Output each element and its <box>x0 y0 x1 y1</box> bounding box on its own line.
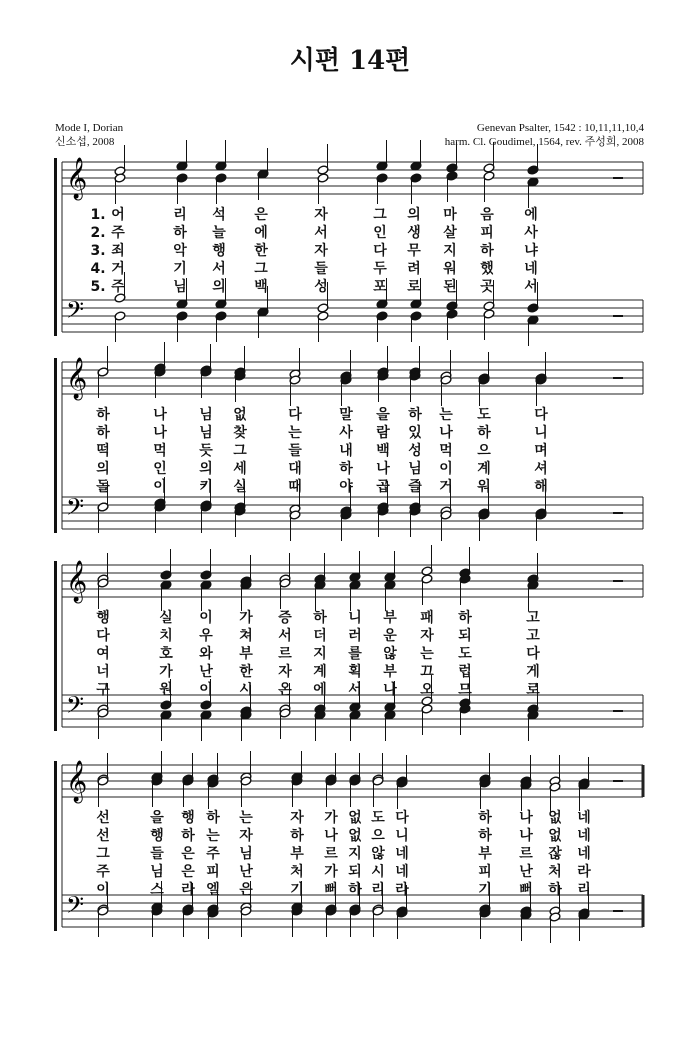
lyric-syllable: 곳 <box>480 279 494 295</box>
lyric-syllable: 성 <box>314 279 328 295</box>
verse-line <box>96 609 540 626</box>
lyric-syllable: 주 <box>96 864 110 880</box>
lyric-syllable: 선 <box>96 810 110 826</box>
lyric-syllable: 행 <box>96 610 110 626</box>
music-system <box>54 751 643 943</box>
lyric-syllable: 는 <box>439 407 453 423</box>
lyric-syllable: 지 <box>313 646 327 662</box>
verse-number: 1. <box>90 207 106 223</box>
verse-line <box>96 827 591 844</box>
lyric-syllable: 주 <box>206 846 220 862</box>
lyric-syllable: 하 <box>339 461 353 477</box>
lyric-syllable: 나 <box>324 828 338 844</box>
lyric-syllable: 거 <box>111 261 125 277</box>
lyric-syllable: 워 <box>477 479 491 495</box>
lyric-syllable: 으 <box>477 443 491 459</box>
lyric-syllable: 생 <box>407 225 421 241</box>
lyric-syllable: 그 <box>233 443 247 459</box>
lyric-syllable: 며 <box>534 443 548 459</box>
lyric-syllable: 난 <box>199 664 213 680</box>
lyric-syllable: 야 <box>339 479 353 495</box>
lyric-syllable: 고 <box>526 610 540 626</box>
lyric-syllable: 나 <box>439 425 453 441</box>
system-bracket <box>54 561 57 731</box>
treble-clef-icon: 𝄞 <box>66 358 88 399</box>
bass-clef-icon: 𝄢 <box>66 296 85 329</box>
lyric-syllable: 때 <box>288 479 302 495</box>
lyric-syllable: 도 <box>371 810 385 826</box>
lyric-syllable: 실 <box>159 610 173 626</box>
treble-clef-icon: 𝄞 <box>66 158 88 199</box>
lyric-syllable: 기 <box>290 882 304 898</box>
lyric-syllable: 리 <box>173 207 187 223</box>
hymn-title: 시편 14편 <box>289 46 411 76</box>
lyric-syllable: 세 <box>233 461 247 477</box>
lyric-syllable: 하 <box>290 828 304 844</box>
lyric-syllable: 하 <box>478 810 492 826</box>
lyric-syllable: 죄 <box>111 243 125 259</box>
lyric-syllable: 의 <box>407 207 421 223</box>
lyric-syllable: 우 <box>199 628 213 644</box>
lyric-syllable: 이 <box>199 682 213 698</box>
lyric-syllable: 도 <box>477 407 491 423</box>
lyric-syllable: 실 <box>233 479 247 495</box>
verse-line <box>90 206 537 223</box>
treble-staff <box>62 342 643 406</box>
music-system <box>54 545 643 741</box>
lyric-syllable: 르 <box>278 646 292 662</box>
lyric-syllable: 석 <box>212 207 226 223</box>
lyric-syllable: 그 <box>96 846 110 862</box>
lyric-syllable: 처 <box>548 864 562 880</box>
lyric-syllable: 님 <box>199 407 213 423</box>
lyric-syllable: 운 <box>383 628 397 644</box>
lyric-syllable: 키 <box>199 479 213 495</box>
verse-line <box>95 424 548 441</box>
lyric-syllable: 므 <box>458 682 472 698</box>
lyric-syllable: 니 <box>534 425 548 441</box>
verse-line <box>96 863 591 880</box>
lyric-syllable: 성 <box>408 443 422 459</box>
lyric-syllable: 즐 <box>408 479 422 495</box>
lyric-syllable: 을 <box>150 810 164 826</box>
lyric-syllable: 라 <box>577 864 591 880</box>
verse-line <box>90 224 538 241</box>
lyric-syllable: 되 <box>348 864 362 880</box>
lyric-syllable: 돌 <box>96 479 110 495</box>
verse-line <box>96 478 548 495</box>
lyric-syllable: 피 <box>206 864 220 880</box>
verse-line <box>96 845 591 862</box>
lyric-syllable: 나 <box>519 810 533 826</box>
lyric-syllable: 행 <box>212 243 226 259</box>
bass-staff <box>62 272 643 346</box>
lyric-syllable: 럽 <box>458 664 472 680</box>
lyric-syllable: 하 <box>206 810 220 826</box>
lyric-syllable: 어 <box>111 207 125 223</box>
lyric-syllable: 피 <box>478 864 492 880</box>
lyric-syllable: 지 <box>348 846 362 862</box>
verse-number: 5. <box>90 279 106 295</box>
verse-line <box>96 663 540 680</box>
lyric-syllable: 가 <box>324 864 338 880</box>
lyric-syllable: 서 <box>348 682 362 698</box>
lyric-syllable: 계 <box>477 461 491 477</box>
lyric-syllable: 한 <box>239 664 253 680</box>
lyric-syllable: 다 <box>526 646 540 662</box>
lyric-syllable: 리 <box>577 882 591 898</box>
lyric-syllable: 호 <box>159 646 173 662</box>
verse-line <box>90 278 537 295</box>
lyric-syllable: 이 <box>153 479 167 495</box>
lyric-syllable: 난 <box>519 864 533 880</box>
verse-line <box>90 242 538 259</box>
half-rest-icon <box>613 910 623 912</box>
lyric-syllable: 했 <box>480 261 494 277</box>
bass-clef-icon: 𝄢 <box>66 691 85 724</box>
lyric-syllable: 들 <box>288 443 302 459</box>
lyric-syllable: 로 <box>407 279 421 295</box>
lyric-syllable: 님 <box>199 425 213 441</box>
lyric-syllable: 치 <box>159 628 173 644</box>
system-bracket <box>54 358 57 533</box>
lyric-syllable: 나 <box>153 407 167 423</box>
lyric-syllable: 들 <box>150 846 164 862</box>
lyric-syllable: 다 <box>373 243 387 259</box>
system-bracket <box>54 761 57 931</box>
lyric-syllable: 악 <box>173 243 187 259</box>
lyric-syllable: 음 <box>480 207 494 223</box>
lyric-syllable: 니 <box>395 828 409 844</box>
lyric-syllable: 의 <box>96 461 110 477</box>
half-rest-icon <box>613 177 623 179</box>
lyric-syllable: 시 <box>239 682 253 698</box>
lyric-syllable: 나 <box>519 828 533 844</box>
half-rest-icon <box>613 710 623 712</box>
lyric-syllable: 리 <box>371 882 385 898</box>
lyric-syllable: 행 <box>181 810 195 826</box>
lyric-syllable: 뻐 <box>324 882 338 898</box>
lyric-syllable: 니 <box>348 610 362 626</box>
lyric-syllable: 는 <box>206 828 220 844</box>
lyric-syllable: 없 <box>348 828 362 844</box>
treble-clef-icon: 𝄞 <box>66 761 88 802</box>
lyric-syllable: 인 <box>373 225 387 241</box>
lyric-syllable: 무 <box>407 243 421 259</box>
lyric-syllable: 포 <box>373 279 387 295</box>
lyric-syllable: 자 <box>314 243 328 259</box>
treble-staff <box>62 140 643 208</box>
lyric-syllable: 한 <box>254 243 268 259</box>
lyric-syllable: 나 <box>376 461 390 477</box>
verse-line <box>95 406 548 423</box>
lyric-syllable: 라 <box>181 882 195 898</box>
lyric-syllable: 이 <box>439 461 453 477</box>
lyric-syllable: 서 <box>524 279 538 295</box>
lyric-syllable: 된 <box>443 279 457 295</box>
lyric-syllable: 하 <box>477 425 491 441</box>
verse-number: 4. <box>90 261 106 277</box>
lyric-syllable: 지 <box>443 243 457 259</box>
lyric-syllable: 에 <box>254 225 268 241</box>
lyric-syllable: 네 <box>395 846 409 862</box>
lyric-syllable: 가 <box>159 664 173 680</box>
lyric-syllable: 는 <box>288 425 302 441</box>
lyric-syllable: 하 <box>408 407 422 423</box>
mode-label: Mode I, Dorian <box>55 122 124 134</box>
lyric-syllable: 네 <box>524 261 538 277</box>
lyric-syllable: 님 <box>408 461 422 477</box>
lyric-syllable: 부 <box>478 846 492 862</box>
lyric-syllable: 워 <box>443 261 457 277</box>
treble-clef-icon: 𝄞 <box>66 561 88 602</box>
lyric-syllable: 잖 <box>548 846 562 862</box>
verse-line <box>96 442 548 459</box>
lyric-syllable: 셔 <box>534 461 548 477</box>
lyric-syllable: 러 <box>348 628 362 644</box>
lyric-syllable: 르 <box>519 846 533 862</box>
lyric-syllable: 하 <box>313 610 327 626</box>
lyric-syllable: 자 <box>290 810 304 826</box>
lyric-syllable: 먹 <box>439 443 453 459</box>
lyric-syllable: 부 <box>383 610 397 626</box>
lyric-syllable: 스 <box>150 882 164 898</box>
lyric-syllable: 서 <box>212 261 226 277</box>
lyric-syllable: 거 <box>439 479 453 495</box>
translator-credit: 신소섭, 2008 <box>55 136 115 148</box>
lyric-syllable: 들 <box>314 261 328 277</box>
lyric-syllable: 하 <box>96 425 110 441</box>
system-bracket <box>54 158 57 336</box>
lyric-syllable: 의 <box>212 279 226 295</box>
lyric-syllable: 네 <box>577 846 591 862</box>
lyric-syllable: 네 <box>577 810 591 826</box>
lyric-syllable: 려 <box>407 261 421 277</box>
lyric-syllable: 다 <box>395 810 409 826</box>
lyric-syllable: 님 <box>173 279 187 295</box>
lyric-syllable: 부 <box>290 846 304 862</box>
half-rest-icon <box>613 377 623 379</box>
lyric-syllable: 네 <box>395 864 409 880</box>
lyric-syllable: 없 <box>548 810 562 826</box>
lyric-syllable: 서 <box>278 628 292 644</box>
lyric-syllable: 자 <box>239 828 253 844</box>
verse-line <box>96 809 591 826</box>
lyric-syllable: 부 <box>383 664 397 680</box>
lyric-syllable: 에 <box>524 207 538 223</box>
lyric-syllable: 자 <box>314 207 328 223</box>
lyric-syllable: 뻐 <box>519 882 533 898</box>
lyric-syllable: 늘 <box>212 225 226 241</box>
lyric-syllable: 고 <box>526 628 540 644</box>
tune-credit: Genevan Psalter, 1542 : 10,11,11,10,4 <box>476 122 644 134</box>
lyric-syllable: 하 <box>478 828 492 844</box>
lyric-syllable: 주 <box>111 225 125 241</box>
lyric-syllable: 대 <box>288 461 302 477</box>
lyric-syllable: 증 <box>278 610 292 626</box>
lyric-syllable: 쳐 <box>239 628 253 644</box>
lyric-syllable: 백 <box>254 279 268 295</box>
lyric-syllable: 로 <box>526 682 540 698</box>
lyric-syllable: 네 <box>577 828 591 844</box>
lyric-syllable: 도 <box>458 646 472 662</box>
lyric-syllable: 하 <box>548 882 562 898</box>
lyric-syllable: 다 <box>288 407 302 423</box>
lyric-syllable: 있 <box>408 425 422 441</box>
lyric-syllable: 자 <box>278 664 292 680</box>
half-rest-icon <box>613 780 623 782</box>
verse-line <box>96 627 540 644</box>
lyric-syllable: 와 <box>199 646 213 662</box>
lyric-syllable: 의 <box>199 461 213 477</box>
lyric-syllable: 는 <box>239 810 253 826</box>
verse-line <box>96 460 548 477</box>
lyric-syllable: 그 <box>373 207 387 223</box>
lyric-syllable: 되 <box>458 628 472 644</box>
lyric-syllable: 구 <box>96 682 110 698</box>
lyric-syllable: 듯 <box>199 443 213 459</box>
music-system <box>54 342 643 541</box>
lyric-syllable: 을 <box>376 407 390 423</box>
treble-staff <box>62 545 643 611</box>
lyric-syllable: 가 <box>324 810 338 826</box>
lyric-syllable: 곱 <box>376 479 390 495</box>
lyric-syllable: 에 <box>313 682 327 698</box>
lyric-syllable: 사 <box>524 225 538 241</box>
lyric-syllable: 말 <box>339 407 353 423</box>
lyric-syllable: 없 <box>233 407 247 423</box>
lyric-syllable: 해 <box>534 479 548 495</box>
lyric-syllable: 님 <box>239 846 253 862</box>
lyric-syllable: 부 <box>239 646 253 662</box>
lyric-syllable: 시 <box>371 864 385 880</box>
lyric-syllable: 이 <box>199 610 213 626</box>
lyric-syllable: 이 <box>96 882 110 898</box>
lyric-syllable: 님 <box>150 864 164 880</box>
lyric-syllable: 를 <box>348 646 362 662</box>
treble-staff <box>62 751 643 813</box>
lyric-syllable: 주 <box>111 279 125 295</box>
lyric-syllable: 람 <box>376 425 390 441</box>
lyric-syllable: 난 <box>239 864 253 880</box>
lyric-syllable: 기 <box>478 882 492 898</box>
lyric-syllable: 사 <box>339 425 353 441</box>
lyric-syllable: 가 <box>239 610 253 626</box>
verse-number: 3. <box>90 243 106 259</box>
lyric-syllable: 백 <box>376 443 390 459</box>
lyric-syllable: 행 <box>150 828 164 844</box>
lyric-syllable: 하 <box>458 610 472 626</box>
half-rest-icon <box>613 580 623 582</box>
lyric-syllable: 으 <box>371 828 385 844</box>
lyric-syllable: 은 <box>181 846 195 862</box>
verse-line <box>90 260 537 277</box>
lyric-syllable: 원 <box>159 682 173 698</box>
lyric-syllable: 끄 <box>420 664 434 680</box>
lyric-syllable: 살 <box>443 225 457 241</box>
lyric-syllable: 않 <box>371 846 385 862</box>
lyric-syllable: 다 <box>534 407 548 423</box>
half-rest-icon <box>613 512 623 514</box>
lyric-syllable: 두 <box>373 261 387 277</box>
lyric-syllable: 나 <box>153 425 167 441</box>
lyric-syllable: 않 <box>383 646 397 662</box>
lyric-syllable: 계 <box>313 664 327 680</box>
lyric-syllable: 하 <box>181 828 195 844</box>
verse-number: 2. <box>90 225 106 241</box>
lyric-syllable: 다 <box>96 628 110 644</box>
lyric-syllable: 온 <box>278 682 292 698</box>
lyric-syllable: 먹 <box>153 443 167 459</box>
lyric-syllable: 냐 <box>524 243 538 259</box>
bass-clef-icon: 𝄢 <box>66 493 85 526</box>
half-rest-icon <box>613 315 623 317</box>
lyric-syllable: 서 <box>314 225 328 241</box>
lyric-syllable: 떡 <box>96 443 110 459</box>
harmony-credit: harm. Cl. Goudimel, 1564, rev. 주성희, 2008 <box>444 136 644 148</box>
lyric-syllable: 오 <box>420 682 434 698</box>
lyric-syllable: 하 <box>96 407 110 423</box>
lyric-syllable: 기 <box>173 261 187 277</box>
lyric-syllable: 너 <box>96 664 110 680</box>
lyric-syllable: 처 <box>290 864 304 880</box>
lyric-syllable: 은 <box>181 864 195 880</box>
lyric-syllable: 은 <box>239 882 253 898</box>
lyric-syllable: 내 <box>339 443 353 459</box>
lyric-syllable: 하 <box>173 225 187 241</box>
bass-clef-icon: 𝄢 <box>66 891 85 924</box>
lyric-syllable: 자 <box>420 628 434 644</box>
lyric-syllable: 획 <box>348 664 362 680</box>
lyric-syllable: 하 <box>480 243 494 259</box>
lyric-syllable: 그 <box>254 261 268 277</box>
lyric-syllable: 라 <box>395 882 409 898</box>
lyric-syllable: 은 <box>254 207 268 223</box>
lyric-syllable: 하 <box>348 882 362 898</box>
lyric-syllable: 나 <box>383 682 397 698</box>
lyric-syllable: 여 <box>96 646 110 662</box>
lyric-syllable: 더 <box>313 628 327 644</box>
lyric-syllable: 는 <box>420 646 434 662</box>
lyric-syllable: 없 <box>348 810 362 826</box>
lyric-syllable: 게 <box>526 664 540 680</box>
lyric-syllable: 엘 <box>206 882 220 898</box>
lyric-syllable: 인 <box>153 461 167 477</box>
lyric-syllable: 패 <box>420 610 434 626</box>
lyric-syllable: 없 <box>548 828 562 844</box>
lyric-syllable: 마 <box>443 207 457 223</box>
verse-line <box>96 645 540 662</box>
music-system <box>54 140 643 346</box>
lyric-syllable: 르 <box>324 846 338 862</box>
lyric-syllable: 선 <box>96 828 110 844</box>
lyric-syllable: 찾 <box>233 425 247 441</box>
lyric-syllable: 피 <box>480 225 494 241</box>
